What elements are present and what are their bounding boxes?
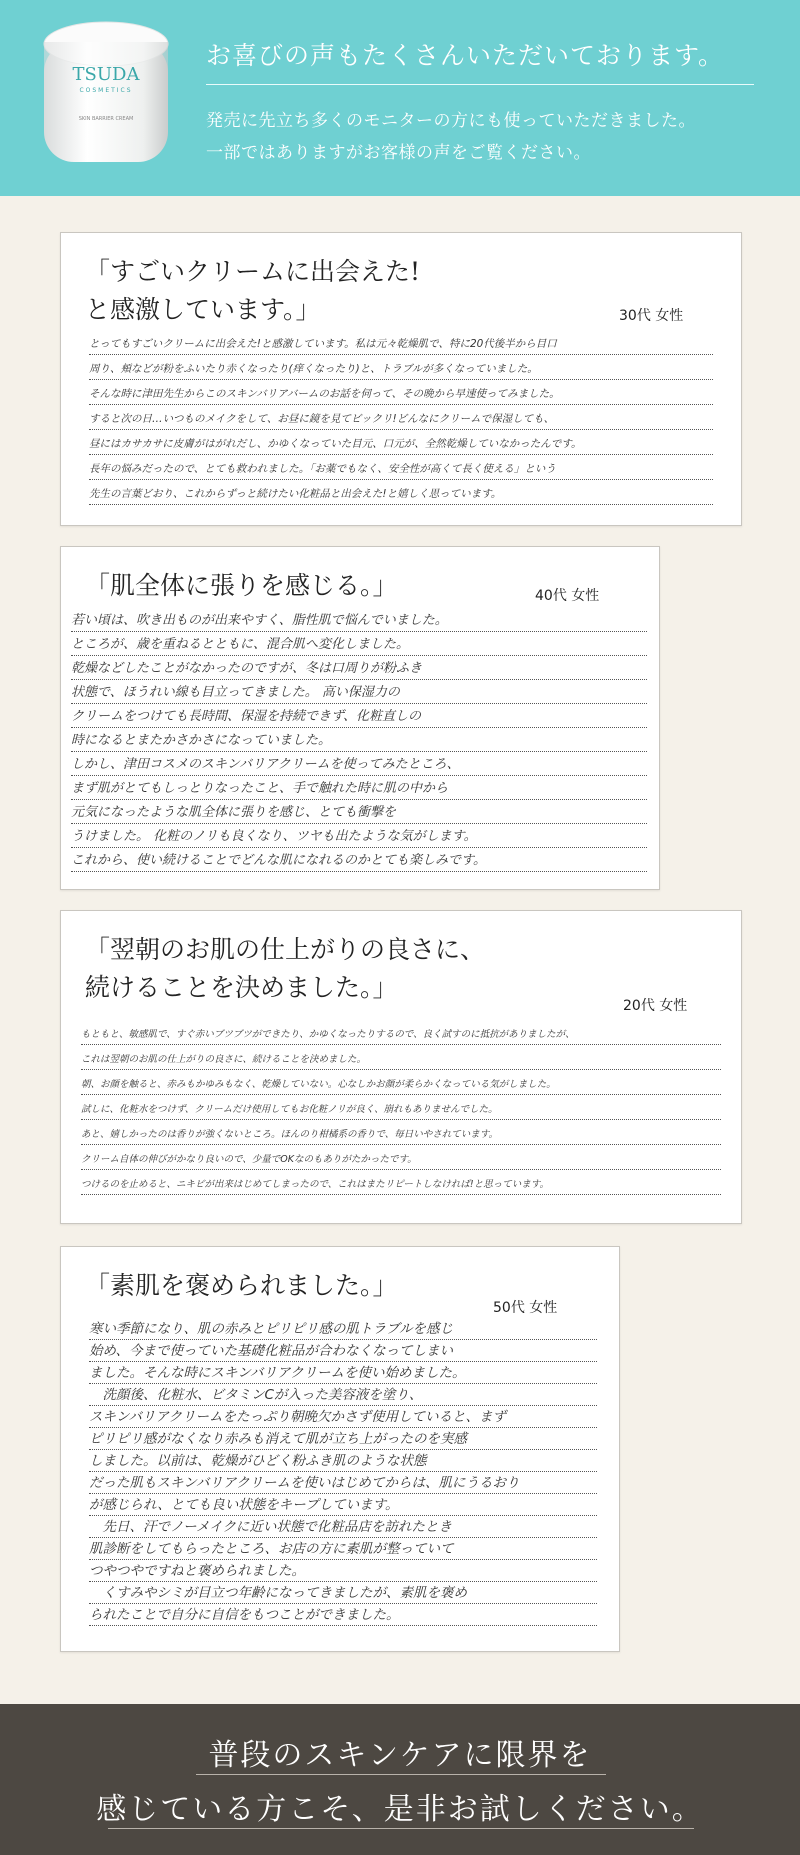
handwritten-line: うけました。 化粧のノリも良くなり、ツヤも出たような気がします。 — [71, 823, 647, 848]
testimonial-age: 50代 女性 — [493, 1300, 558, 1316]
handwritten-line: ところが、歳を重ねるとともに、混合肌へ変化しました。 — [71, 631, 647, 656]
handwritten-line: これから、使い続けることでどんな肌になれるのかとても楽しみです。 — [71, 847, 647, 872]
testimonial-title-line-1: 「素肌を褒められました。」 — [85, 1271, 398, 1300]
testimonial-age: 30代 女性 — [619, 308, 684, 324]
testimonial-age: 20代 女性 — [623, 998, 688, 1014]
testimonial-title-line-2: と感激しています。」 — [85, 295, 321, 324]
handwritten-line: あと、嬉しかったのは香りが強くないところ。ほんのり柑橘系の香りで、毎日いやされています。 — [81, 1119, 721, 1145]
handwritten-line: 時になるとまたかさかさになっていました。 — [71, 727, 647, 752]
handwritten-line: 昼にはカサカサに皮膚がはがれだし、かゆくなっていた目元、口元が、全然乾燥していなかったんです。 — [89, 429, 713, 455]
handwritten-line: もともと、敏感肌で、すぐ赤いブツブツができたり、かゆくなったりするので、良く試すのに抵抗がありましたが、 — [81, 1019, 721, 1045]
header-divider — [206, 84, 754, 85]
handwritten-line: 洗顔後、化粧水、ビタミンCが入った美容液を塗り、 — [89, 1383, 597, 1406]
handwritten-line: ました。そんな時にスキンバリアクリームを使い始めました。 — [89, 1361, 597, 1384]
handwritten-line: そんな時に津田先生からこのスキンバリアバームのお話を伺って、その晩から早速使ってみました。 — [89, 379, 713, 405]
footer-banner — [0, 1704, 800, 1855]
jar-brand-text: TSUDA — [72, 64, 140, 85]
handwritten-line: クリーム自体の伸びがかなり良いので、少量でOKなのもありがたかったです。 — [81, 1144, 721, 1170]
testimonial-title-line-1: 「すごいクリームに出会えた! — [85, 257, 421, 286]
testimonial-body — [89, 329, 713, 509]
footer-line-2: 感じている方こそ、是非お試しください。 — [96, 1792, 704, 1827]
jar-product-label: SKIN BARRIER CREAM — [78, 116, 134, 122]
handwritten-line: まず肌がとてもしっとりなったこと、手で触れた時に肌の中から — [71, 775, 647, 800]
handwritten-line: 始め、今まで使っていた基礎化粧品が合わなくなってしまい — [89, 1339, 597, 1362]
handwritten-line: しかし、津田コスメのスキンバリアクリームを使ってみたところ、 — [71, 751, 647, 776]
handwritten-line: これは翌朝のお肌の仕上がりの良さに、続けることを決めました。 — [81, 1044, 721, 1070]
testimonial-age: 40代 女性 — [535, 588, 600, 604]
header-title: お喜びの声もたくさんいただいております。 — [206, 41, 725, 70]
testimonial-body — [81, 1019, 721, 1209]
cream-jar-image — [40, 16, 172, 174]
handwritten-line: つやつやですねと褒められました。 — [89, 1559, 597, 1582]
testimonial-body — [89, 1317, 597, 1637]
handwritten-line: ピリピリ感がなくなり赤みも消えて肌が立ち上がったのを実感 — [89, 1427, 597, 1450]
testimonial-title-line-1: 「翌朝のお肌の仕上がりの良さに、 — [85, 935, 486, 964]
handwritten-line: 試しに、化粧水をつけず、クリームだけ使用してもお化粧ノリが良く、崩れもありませんでした。 — [81, 1094, 721, 1120]
handwritten-line: すると次の日…いつものメイクをして、お昼に鏡を見てビックリ!どんなにクリームで保湿しても、 — [89, 404, 713, 430]
handwritten-line: 若い頃は、吹き出ものが出来やすく、脂性肌で悩んでいました。 — [71, 607, 647, 632]
testimonial-card-1 — [60, 232, 742, 526]
testimonial-card-3 — [60, 910, 742, 1224]
testimonial-title-line-1: 「肌全体に張りを感じる。」 — [85, 571, 398, 600]
handwritten-line: 周り、頬などが粉をふいたり赤くなったり(痒くなったり)と、トラブルが多くなっていました。 — [89, 354, 713, 380]
handwritten-line: 乾燥などしたことがなかったのですが、冬は口周りが粉ふき — [71, 655, 647, 680]
footer-underline-1 — [196, 1774, 606, 1775]
footer-line-1: 普段のスキンケアに限界を — [208, 1738, 592, 1773]
handwritten-line: 元気になったような肌全体に張りを感じ、とても衝撃を — [71, 799, 647, 824]
jar-brand-sub: COSMETICS — [79, 87, 133, 94]
handwritten-line: 寒い季節になり、肌の赤みとピリピリ感の肌トラブルを感じ — [89, 1317, 597, 1340]
handwritten-line: 長年の悩みだったので、とても救われました。「お薬でもなく、安全性が高くて長く使える」という — [89, 454, 713, 480]
testimonial-body — [71, 607, 647, 877]
handwritten-line: だった肌もスキンバリアクリームを使いはじめてからは、肌にうるおり — [89, 1471, 597, 1494]
handwritten-line: スキンバリアクリームをたっぷり朝晩欠かさず使用していると、まず — [89, 1405, 597, 1428]
footer-underline-2 — [108, 1828, 694, 1829]
handwritten-line: クリームをつけても長時間、保湿を持続できず、化粧直しの — [71, 703, 647, 728]
handwritten-line: 先生の言葉どおり、これからずっと続けたい化粧品と出会えた!と嬉しく思っています。 — [89, 479, 713, 505]
handwritten-line: 肌診断をしてもらったところ、お店の方に素肌が整っていて — [89, 1537, 597, 1560]
handwritten-line: しました。以前は、乾燥がひどく粉ふき肌のような状態 — [89, 1449, 597, 1472]
testimonial-title-line-2: 続けることを決めました。」 — [85, 973, 398, 1002]
handwritten-line: つけるのを止めると、ニキビが出来はじめてしまったので、これはまたリピートしなければ!と思っています。 — [81, 1169, 721, 1195]
handwritten-line: が感じられ、とても良い状態をキープしています。 — [89, 1493, 597, 1516]
header-banner — [0, 0, 800, 196]
header-subtitle-2: 一部ではありますがお客様の声をご覧ください。 — [206, 143, 591, 163]
testimonial-card-2 — [60, 546, 660, 890]
handwritten-line: 先日、汗でノーメイクに近い状態で化粧品店を訪れたとき — [89, 1515, 597, 1538]
handwritten-line: 状態で、ほうれい線も目立ってきました。 高い保湿力の — [71, 679, 647, 704]
handwritten-line: くすみやシミが目立つ年齢になってきましたが、素肌を褒め — [89, 1581, 597, 1604]
testimonial-card-4 — [60, 1246, 620, 1652]
header-subtitle-1: 発売に先立ち多くのモニターの方にも使っていただきました。 — [206, 111, 696, 131]
handwritten-line: とってもすごいクリームに出会えた!と感激しています。私は元々乾燥肌で、特に20代後半から目口 — [89, 329, 713, 355]
handwritten-line: 朝、お顔を触ると、赤みもかゆみもなく、乾燥していない。心なしかお顔が柔らかくなっている気がしました。 — [81, 1069, 721, 1095]
handwritten-line: られたことで自分に自信をもつことができました。 — [89, 1603, 597, 1626]
